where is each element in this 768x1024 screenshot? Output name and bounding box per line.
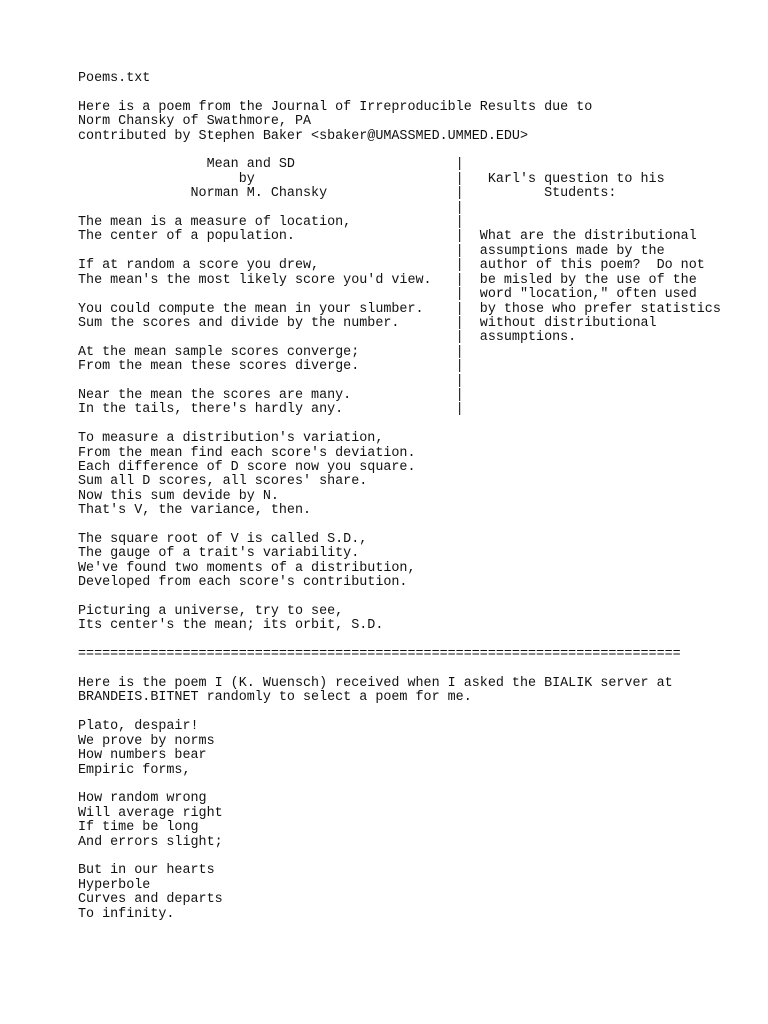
intro-paragraph: Here is a poem from the Journal of Irreproducible Results due to Norm Chansky of Swathmore, PA contributed by Stephen Baker <sbaker@UMASSMED.UMMED.EDU> bbox=[78, 99, 593, 144]
document-page bbox=[78, 72, 758, 922]
file-title: Poems.txt bbox=[78, 71, 151, 86]
poem-stanza-sd: The square root of V is called S.D., The gauge of a trait's variability. We've found two moments of a distribution, Developed from each score's contribution. bbox=[78, 532, 416, 591]
separator-line: =========================================================================== bbox=[78, 647, 681, 663]
poem-stanza-universe: Picturing a universe, try to see, Its center's the mean; its orbit, S.D. bbox=[78, 604, 384, 634]
second-poem: Plato, despair! We prove by norms How numbers bear Empiric forms, How random wrong Will average right If time be long And errors slight; But in our hearts Hyperbole Curves and departs To infinity. bbox=[78, 719, 223, 922]
two-column-poem-and-question: Mean and SD | by | Karl's question to his Norman M. Chansky | Students: | The mean is a measure of location, | The center of a population. | What are the distributional | assumptions made by the If at random a score you drew, | author of this poem? Do not The mean's the most likely score you'd view. | be misled by the use of the | word "location," often used You could compute the mean in your slumber. | by those who prefer statistics Sum the scores and divide by the number. | without distributional | assumptions. At the mean sample scores converge; | From the mean these scores diverge. | | Near the mean the scores are many. | In the tails, there's hardly any. | bbox=[78, 157, 721, 418]
poem-stanza-variation: To measure a distribution's variation, From the mean find each score's deviation. Each difference of D score now you square. Sum all D scores, all scores' share. Now this sum devide by N. That's V, the variance, then. bbox=[78, 431, 416, 519]
second-intro-paragraph: Here is the poem I (K. Wuensch) received when I asked the BIALIK server at BRANDEIS.BITNET randomly to select a poem for me. bbox=[78, 676, 673, 706]
